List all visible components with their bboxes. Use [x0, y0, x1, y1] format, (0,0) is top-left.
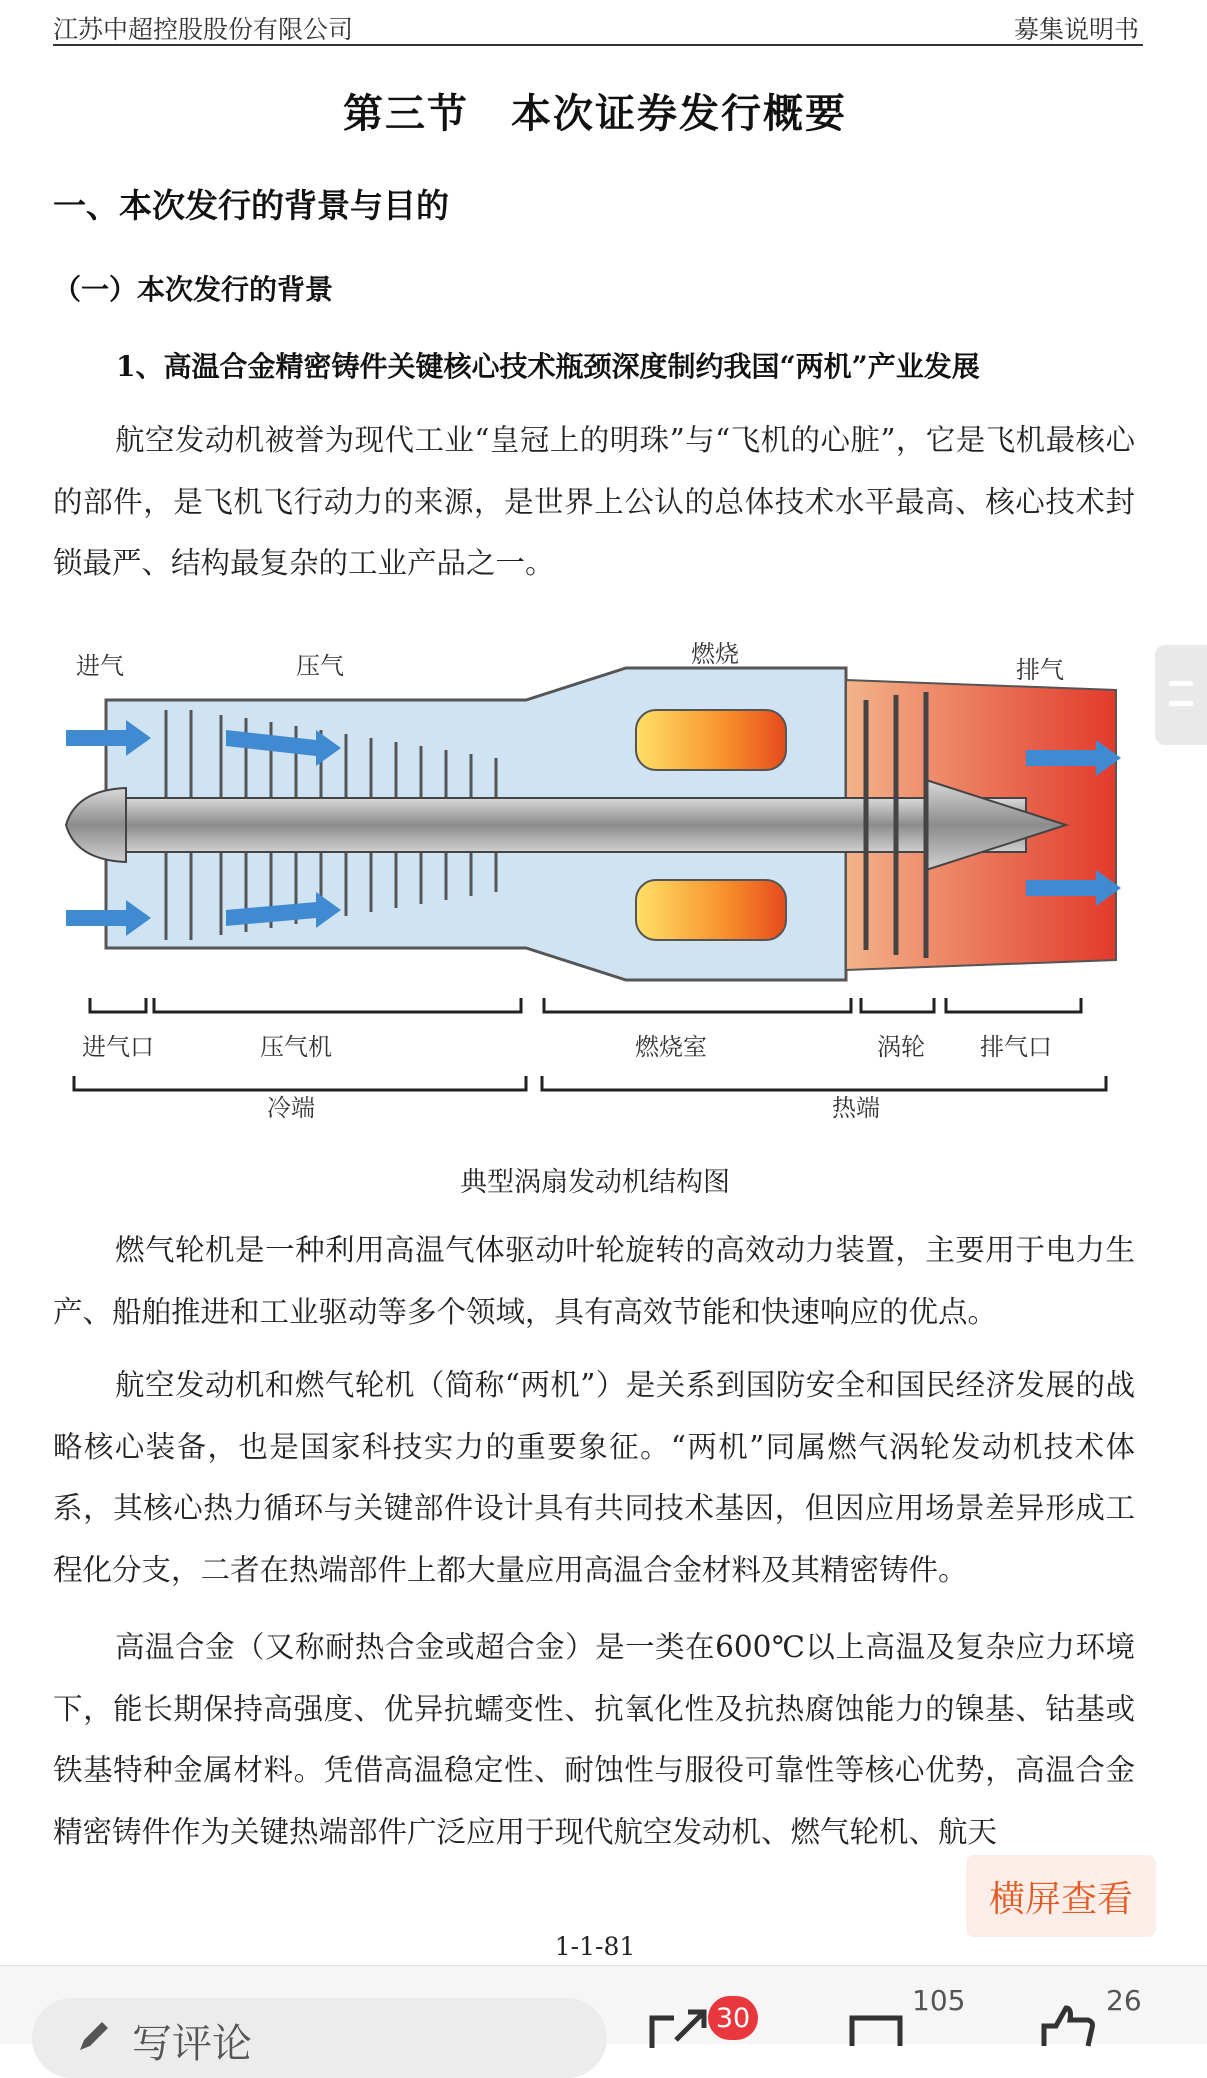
paragraph-aero-engine: 航空发动机被誉为现代工业“皇冠上的明珠”与“飞机的心脏”，它是飞机最核心的部件，是飞机飞行动力的来源，是世界上公认的总体技术水平最高、核心技术封锁最严、结构最复杂的工业产品之一。 [53, 423, 1135, 580]
document-type: 募集说明书 [1013, 15, 1139, 44]
section-title: 第三节 本次证券发行概要 [343, 91, 847, 137]
label-hot-end: 热端 [832, 1094, 880, 1122]
page-number: 1-1-81 [554, 1932, 636, 1961]
comment-placeholder: 写评论 [132, 2021, 252, 2067]
label-turbine: 涡轮 [877, 1033, 925, 1061]
like-icon[interactable] [1040, 2004, 1096, 2046]
heading-level-2: （一）本次发行的背景 [53, 273, 334, 306]
paragraph-gas-turbine: 燃气轮机是一种利用高温气体驱动叶轮旋转的高效动力装置，主要用于电力生产、船舶推进和工业驱动等多个领域，具有高效节能和快速响应的优点。 [53, 1233, 1135, 1329]
label-compress: 压气 [296, 652, 344, 680]
company-name: 江苏中超控股股份有限公司 [53, 15, 354, 44]
label-nozzle: 排气口 [980, 1033, 1052, 1061]
comment-count: 105 [912, 1984, 966, 2017]
heading-level-1: 一、本次发行的背景与目的 [53, 186, 449, 225]
landscape-view-button[interactable]: 横屏查看 [966, 1855, 1156, 1937]
label-compressor: 压气机 [260, 1033, 332, 1061]
label-inlet: 进气口 [82, 1033, 154, 1061]
write-comment-input[interactable] [32, 1998, 607, 2078]
turbofan-engine-diagram [66, 640, 1126, 1122]
paragraph-two-machines: 航空发动机和燃气轮机（简称“两机”）是关系到国防安全和国民经济发展的战略核心装备，也是国家科技实力的重要象征。“两机”同属燃气涡轮发动机技术体系，其核心热力循环与关键部件设计具有共同技术基因，但因应用场景差异形成工程化分支，二者在热端部件上都大量应用高温合金材料及其精密铸件。 [53, 1368, 1135, 1587]
label-combust: 燃烧 [691, 640, 739, 668]
side-menu-tab[interactable] [1155, 645, 1207, 745]
heading-level-3: 1、高温合金精密铸件关键核心技术瓶颈深度制约我国“两机”产业发展 [116, 350, 980, 383]
page-header [53, 6, 1143, 46]
paragraph-superalloy: 高温合金（又称耐热合金或超合金）是一类在600℃以上高温及复杂应力环境下，能长期保持高强度、优异抗蠕变性、抗氧化性及抗热腐蚀能力的镍基、钴基或铁基特种金属材料。凭借高温稳定性、耐蚀性与服役可靠性等核心优势，高温合金精密铸件作为关键热端部件广泛应用于现代航空发动机、燃气轮机、航天 [53, 1630, 1135, 1849]
figure-caption: 典型涡扇发动机结构图 [460, 1167, 730, 1198]
label-cold-end: 冷端 [267, 1094, 315, 1122]
bottom-action-bar [0, 1965, 1207, 2067]
pen-icon [74, 2016, 114, 2056]
comment-icon[interactable] [848, 2014, 904, 2046]
label-combustor: 燃烧室 [635, 1033, 707, 1061]
label-intake: 进气 [76, 652, 124, 680]
label-exhaust: 排气 [1016, 656, 1064, 684]
like-count: 26 [1106, 1984, 1142, 2017]
share-count-badge: 30 [708, 1996, 758, 2040]
share-icon[interactable] [648, 2008, 708, 2048]
